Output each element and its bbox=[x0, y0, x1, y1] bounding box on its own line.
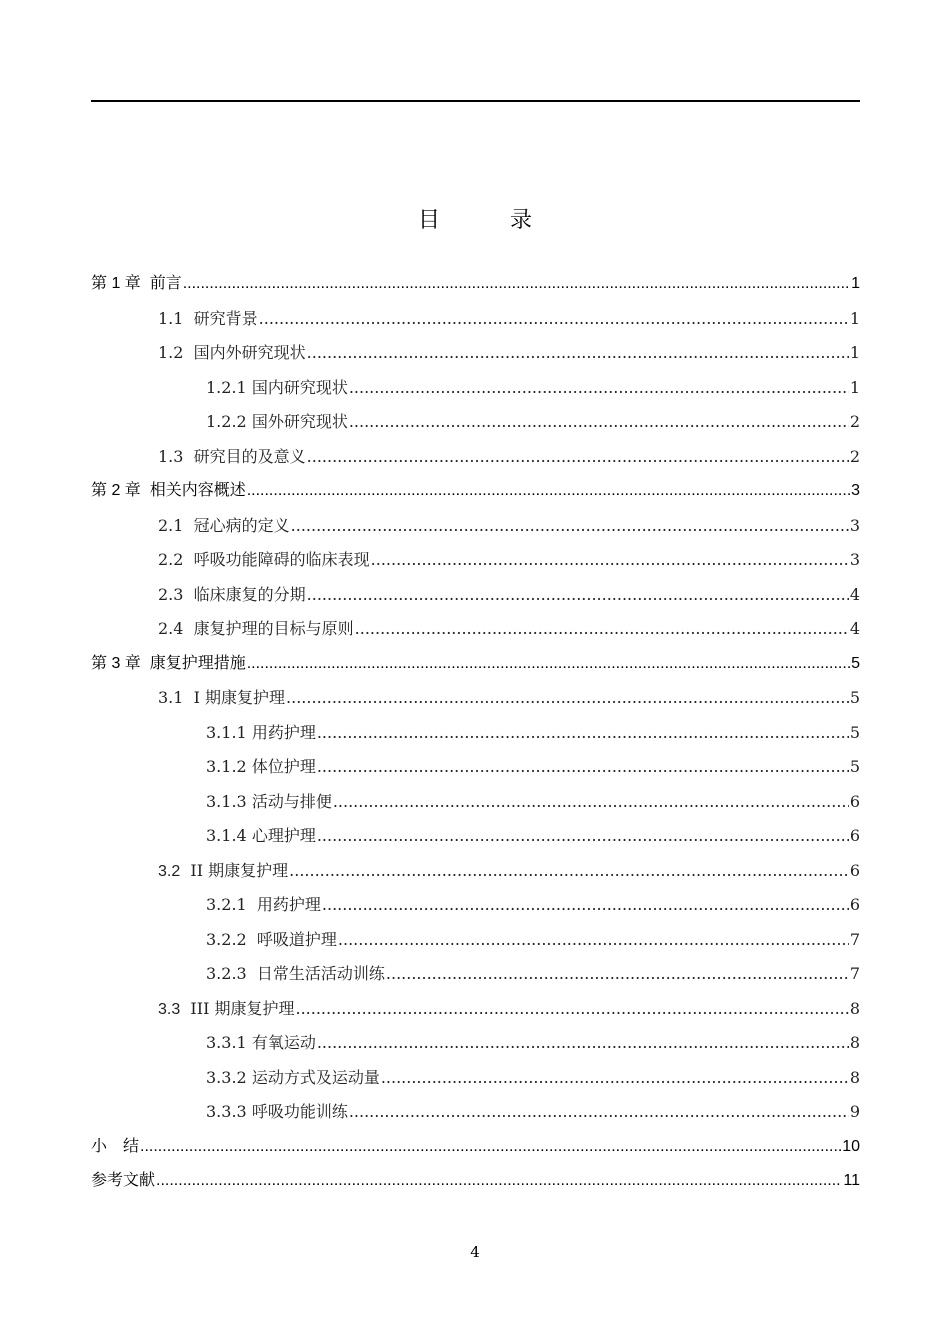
toc-entry[interactable] bbox=[91, 1164, 860, 1199]
toc-entry-text: 3.2.1 用药护理 bbox=[206, 895, 321, 914]
toc-entry[interactable] bbox=[91, 923, 860, 958]
toc-entry[interactable] bbox=[91, 716, 860, 751]
toc-page-number: 6 bbox=[849, 860, 860, 880]
toc-page-number: 5 bbox=[851, 654, 860, 672]
toc-entry-text: 第 2 章 相关内容概述 bbox=[91, 482, 246, 499]
toc-leader-dots bbox=[307, 336, 849, 371]
toc-entry-text: 3.1.3 活动与排便 bbox=[206, 791, 332, 811]
toc-leader-dots bbox=[317, 819, 849, 854]
page-number: 4 bbox=[470, 1243, 480, 1261]
toc-entry[interactable] bbox=[91, 543, 860, 578]
toc-entry-text: 1.3 研究目的及意义 bbox=[158, 446, 306, 466]
table-of-contents bbox=[91, 267, 860, 1199]
toc-page-number: 5 bbox=[849, 688, 860, 707]
header-rule bbox=[91, 100, 860, 102]
toc-entry-text: 参考文献 bbox=[91, 1172, 156, 1189]
toc-leader-dots bbox=[386, 957, 849, 992]
toc-page-number: 6 bbox=[849, 895, 860, 914]
toc-leader-dots bbox=[247, 474, 850, 509]
toc-entry-text: 3.2.2 呼吸道护理 bbox=[206, 929, 337, 949]
toc-entry-text: 1.1 研究背景 bbox=[158, 308, 258, 328]
toc-page-number: 3 bbox=[851, 482, 860, 499]
toc-page-number: 4 bbox=[849, 619, 860, 638]
toc-leader-dots bbox=[317, 750, 849, 785]
toc-page-number: 8 bbox=[849, 998, 860, 1018]
toc-page-number: 10 bbox=[842, 1137, 860, 1155]
toc-entry-text: 2.2 呼吸功能障碍的临床表现 bbox=[158, 550, 370, 569]
toc-entry[interactable] bbox=[91, 854, 860, 889]
toc-entry-text: 3.2 II 期康复护理 bbox=[158, 860, 289, 880]
toc-leader-dots bbox=[140, 1130, 841, 1165]
toc-page-number: 7 bbox=[849, 929, 860, 949]
toc-page-number: 3 bbox=[849, 515, 860, 535]
toc-entry[interactable] bbox=[91, 1130, 860, 1165]
toc-entry[interactable] bbox=[91, 681, 860, 716]
toc-entry[interactable] bbox=[91, 957, 860, 992]
toc-entry[interactable] bbox=[91, 785, 860, 820]
toc-entry[interactable] bbox=[91, 302, 860, 337]
toc-page-number: 6 bbox=[849, 826, 860, 845]
toc-leader-dots bbox=[381, 1061, 849, 1096]
toc-page-number: 2 bbox=[849, 446, 860, 466]
toc-page-number: 1 bbox=[849, 377, 860, 397]
toc-leader-dots bbox=[291, 509, 849, 544]
toc-entry-text: 2.4 康复护理的目标与原则 bbox=[158, 619, 354, 638]
toc-entry-text: 第 3 章 康复护理措施 bbox=[91, 654, 246, 672]
toc-page-number: 6 bbox=[849, 791, 860, 811]
toc-page-number: 5 bbox=[849, 722, 860, 742]
toc-entry[interactable] bbox=[91, 405, 860, 440]
toc-entry[interactable] bbox=[91, 267, 860, 302]
toc-page-number: 8 bbox=[849, 1067, 860, 1087]
toc-leader-dots bbox=[247, 647, 850, 682]
toc-entry-text: 小 结 bbox=[91, 1137, 140, 1155]
toc-entry-text: 1.2.1 国内研究现状 bbox=[206, 377, 348, 397]
toc-leader-dots bbox=[333, 785, 849, 820]
toc-entry[interactable] bbox=[91, 578, 860, 613]
toc-entry[interactable] bbox=[91, 819, 860, 854]
toc-leader-dots bbox=[317, 716, 849, 751]
toc-page-number: 11 bbox=[843, 1172, 860, 1189]
toc-leader-dots bbox=[183, 267, 850, 302]
toc-entry[interactable] bbox=[91, 612, 860, 647]
toc-page-number: 4 bbox=[849, 584, 860, 604]
toc-entry[interactable] bbox=[91, 336, 860, 371]
toc-entry-text: 3.1.1 用药护理 bbox=[206, 722, 316, 742]
toc-leader-dots bbox=[286, 681, 849, 716]
toc-entry[interactable] bbox=[91, 371, 860, 406]
toc-entry-text: 3.3.1 有氧运动 bbox=[206, 1033, 316, 1052]
toc-entry-text: 3.1.4 心理护理 bbox=[206, 826, 316, 845]
toc-page-number: 5 bbox=[849, 757, 860, 776]
toc-page-number: 8 bbox=[849, 1033, 860, 1052]
toc-leader-dots bbox=[307, 440, 849, 475]
toc-entry-text: 3.2.3 日常生活活动训练 bbox=[206, 964, 385, 983]
toc-entry[interactable] bbox=[91, 888, 860, 923]
toc-page-number: 7 bbox=[849, 964, 860, 983]
toc-leader-dots bbox=[338, 923, 849, 958]
toc-page-number: 1 bbox=[851, 275, 860, 292]
toc-leader-dots bbox=[322, 888, 849, 923]
toc-page-number: 9 bbox=[849, 1102, 860, 1121]
toc-page-number: 1 bbox=[849, 308, 860, 328]
toc-entry[interactable] bbox=[91, 474, 860, 509]
toc-leader-dots bbox=[259, 302, 849, 337]
toc-entry[interactable] bbox=[91, 1095, 860, 1130]
toc-leader-dots bbox=[349, 371, 849, 406]
toc-entry[interactable] bbox=[91, 992, 860, 1027]
toc-entry[interactable] bbox=[91, 440, 860, 475]
toc-leader-dots bbox=[349, 405, 849, 440]
toc-leader-dots bbox=[289, 854, 849, 889]
toc-leader-dots bbox=[317, 1026, 849, 1061]
toc-leader-dots bbox=[349, 1095, 849, 1130]
toc-entry-text: 2.3 临床康复的分期 bbox=[158, 584, 306, 604]
toc-leader-dots bbox=[295, 992, 848, 1027]
toc-entry[interactable] bbox=[91, 1061, 860, 1096]
toc-entry-text: 3.1.2 体位护理 bbox=[206, 757, 316, 776]
toc-leader-dots bbox=[156, 1164, 842, 1199]
toc-entry-text: 3.3.3 呼吸功能训练 bbox=[206, 1102, 348, 1121]
toc-entry-text: 2.1 冠心病的定义 bbox=[158, 515, 290, 535]
toc-title: 目 录 bbox=[417, 208, 556, 233]
toc-page-number: 2 bbox=[849, 412, 860, 431]
toc-page-number: 1 bbox=[849, 343, 860, 362]
toc-entry[interactable] bbox=[91, 1026, 860, 1061]
toc-entry-text: 1.2 国内外研究现状 bbox=[158, 343, 306, 362]
toc-entry-text: 3.3.2 运动方式及运动量 bbox=[206, 1067, 380, 1087]
toc-entry-text: 3.1 I 期康复护理 bbox=[158, 688, 286, 707]
toc-leader-dots bbox=[307, 578, 849, 613]
toc-page-number: 3 bbox=[849, 550, 860, 569]
toc-entry-text: 第 1 章 前言 bbox=[91, 275, 182, 292]
toc-entry[interactable] bbox=[91, 647, 860, 682]
toc-leader-dots bbox=[355, 612, 849, 647]
toc-entry-text: 3.3 III 期康复护理 bbox=[158, 998, 295, 1018]
toc-entry[interactable] bbox=[91, 750, 860, 785]
toc-leader-dots bbox=[371, 543, 849, 578]
toc-entry[interactable] bbox=[91, 509, 860, 544]
toc-entry-text: 1.2.2 国外研究现状 bbox=[206, 412, 348, 431]
